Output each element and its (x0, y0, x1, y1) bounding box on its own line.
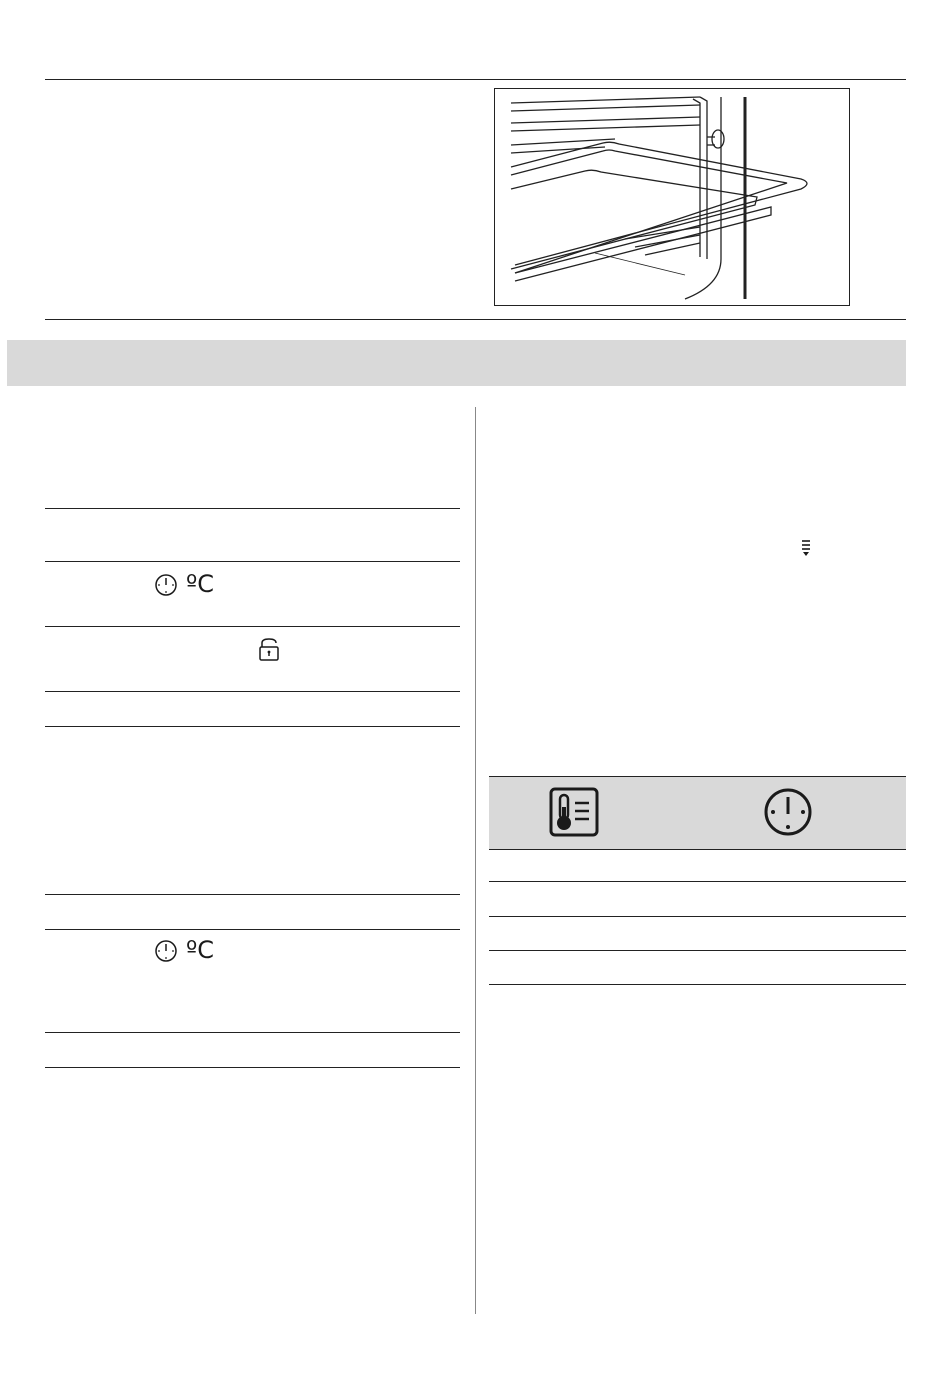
figure-bottom-rule (45, 319, 906, 320)
symbol-table-rule-2 (489, 916, 906, 917)
food-sensor-thermometer-icon (549, 787, 599, 842)
left-table-rule-1 (45, 508, 460, 509)
celsius-symbol: ºC (186, 936, 215, 964)
symbol-table-rule-4 (489, 984, 906, 985)
celsius-symbol: ºC (186, 570, 215, 598)
top-rule (45, 79, 906, 80)
symbol-table-rule-1 (489, 881, 906, 882)
timer-clock-icon (763, 787, 813, 842)
left-table2-rule-2 (45, 929, 460, 930)
left-table2-rule-1 (45, 894, 460, 895)
section-heading-band (7, 340, 906, 386)
oven-tray-on-rack-illustration (495, 89, 849, 305)
left-table2-rule-3 (45, 1032, 460, 1033)
left-table-rule-5 (45, 726, 460, 727)
heat-up-indicator-icon (801, 539, 811, 562)
left-table2-rule-4 (45, 1067, 460, 1068)
left-table-rule-3 (45, 626, 460, 627)
unlock-padlock-icon (258, 638, 280, 667)
left-table-rule-4 (45, 691, 460, 692)
left-table-rule-2 (45, 561, 460, 562)
oven-tray-illustration (494, 88, 850, 306)
symbol-table-header (489, 776, 906, 850)
clock-icon (154, 939, 178, 968)
clock-icon (154, 573, 178, 602)
column-divider (475, 407, 476, 1314)
symbol-table-rule-3 (489, 950, 906, 951)
